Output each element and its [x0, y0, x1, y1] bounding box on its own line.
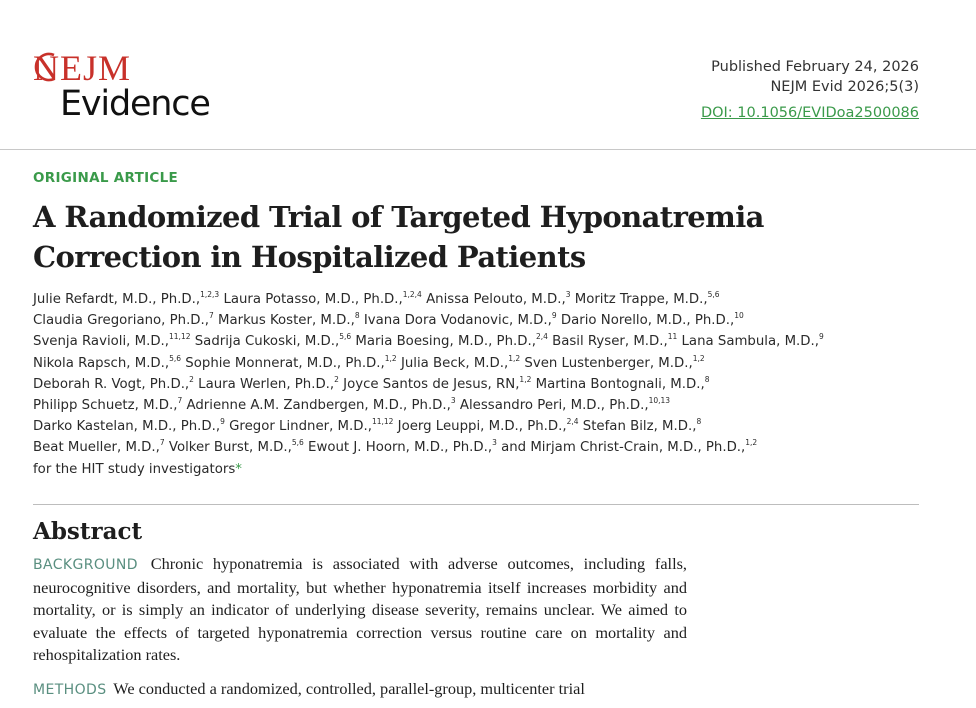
author-line — [33, 331, 943, 352]
author-name: Svenja Ravioli, M.D., — [33, 334, 170, 350]
author-name: Markus Koster, M.D., — [218, 313, 355, 329]
author-affiliation: 2,4 — [566, 417, 579, 427]
author-name: Joerg Leuppi, M.D., Ph.D., — [397, 419, 567, 435]
citation: NEJM Evid 2026;5(3) — [770, 79, 919, 95]
methods-text: We conducted a randomized, controlled, parallel-group, multicenter trial — [113, 679, 585, 698]
author-line — [33, 395, 943, 416]
author-line — [33, 289, 943, 310]
author-affiliation: 11,12 — [169, 332, 191, 342]
author-name: Moritz Trappe, M.D., — [574, 292, 708, 307]
title-line-2: Correction in Hospitalized Patients — [33, 240, 586, 274]
author-affiliation: 9 — [818, 332, 824, 342]
author-affiliation: 3 — [450, 396, 456, 406]
author-name: Alessandro Peri, M.D., Ph.D., — [459, 398, 649, 414]
author-name: Claudia Gregoriano, Ph.D., — [33, 313, 209, 329]
abstract-methods — [33, 678, 687, 702]
author-name: Julie Refardt, M.D., Ph.D., — [33, 292, 201, 307]
author-affiliation: 10,13 — [648, 396, 671, 406]
author-name: Lana Sambula, M.D., — [681, 334, 819, 350]
abstract-background — [33, 553, 687, 667]
author-affiliation: 7 — [159, 438, 165, 448]
author-affiliation: 1,2 — [384, 353, 397, 363]
author-name: Deborah R. Vogt, Ph.D., — [33, 376, 190, 392]
author-name: Gregor Lindner, M.D., — [229, 419, 372, 435]
author-affiliation: 8 — [354, 311, 360, 321]
author-name: Stefan Bilz, M.D., — [582, 419, 697, 435]
author-name: Sadrija Cukoski, M.D., — [194, 334, 340, 350]
author-name: Beat Mueller, M.D., — [33, 440, 160, 456]
methods-label: METHODS — [33, 682, 107, 698]
author-affiliation: 1,2 — [745, 438, 758, 448]
background-text: Chronic hyponatremia is associated with adverse outcomes, including falls, neurocognitive disorders, and mortality, but whether hyponatremia itself increases morbidity and mortality, or is simply an indicator of underlying disease severity, remains unclear. We aimed to evaluate the effects of targeted hyponatremia correction versus routine care on mortality and rehospitalization rates. — [33, 554, 687, 665]
author-affiliation: 8 — [704, 374, 710, 384]
author-affiliation: 11,12 — [371, 417, 394, 427]
author-line — [33, 374, 943, 395]
author-name: Sophie Monnerat, M.D., Ph.D., — [185, 355, 385, 371]
author-affiliation: 2 — [189, 374, 194, 384]
author-name: Philipp Schuetz, M.D., — [33, 398, 178, 414]
author-line — [33, 310, 943, 331]
author-affiliation: 9 — [220, 417, 225, 427]
author-name: Sven Lustenberger, M.D., — [524, 355, 693, 371]
author-affiliation: 2 — [334, 374, 339, 384]
author-name: Volker Burst, M.D., — [168, 440, 292, 456]
author-name: Joyce Santos de Jesus, RN, — [343, 376, 520, 392]
author-name: Ewout J. Hoorn, M.D., Ph.D., — [308, 440, 493, 456]
author-affiliation: 10 — [734, 311, 744, 321]
author-affiliation: 2,4 — [535, 332, 548, 342]
author-list — [33, 289, 943, 480]
author-affiliation: 3 — [492, 438, 497, 448]
publication-info — [701, 57, 919, 123]
study-group-line — [33, 459, 943, 480]
author-line — [33, 416, 943, 437]
author-line — [33, 353, 943, 374]
author-name: Basil Ryser, M.D., — [552, 334, 668, 350]
author-name: Anissa Pelouto, M.D., — [426, 292, 566, 307]
author-name: Maria Boesing, M.D., Ph.D., — [355, 334, 536, 350]
author-affiliation: 7 — [177, 396, 183, 406]
author-affiliation: 9 — [551, 311, 557, 321]
author-affiliation: 5,6 — [291, 438, 304, 448]
author-name: Darko Kastelan, M.D., Ph.D., — [33, 419, 221, 435]
author-affiliation: 1,2 — [692, 353, 705, 363]
author-name: Laura Potasso, M.D., Ph.D., — [223, 292, 403, 307]
author-affiliation: 7 — [209, 311, 214, 321]
title-line-1: A Randomized Trial of Targeted Hyponatremia — [33, 200, 764, 234]
author-affiliation: 1,2 — [508, 353, 521, 363]
author-affiliation: 1,2,4 — [402, 290, 422, 299]
author-name: Adrienne A.M. Zandbergen, M.D., Ph.D., — [186, 398, 451, 414]
author-affiliation: 1,2 — [519, 374, 532, 384]
article-title — [33, 197, 933, 277]
study-group: for the HIT study investigators — [33, 461, 236, 477]
author-affiliation: 1,2,3 — [200, 290, 220, 299]
author-affiliation: 5,6 — [169, 353, 182, 363]
article-category: ORIGINAL ARTICLE — [33, 170, 179, 186]
doi-link[interactable]: DOI: 10.1056/EVIDoa2500086 — [700, 105, 919, 121]
abstract-heading: Abstract — [33, 518, 143, 545]
study-group-footnote-marker[interactable]: * — [235, 461, 242, 477]
author-affiliation: 5,6 — [707, 290, 720, 299]
author-affiliation: 8 — [696, 417, 702, 427]
author-name: Laura Werlen, Ph.D., — [198, 376, 335, 392]
author-name: Ivana Dora Vodanovic, M.D., — [363, 313, 552, 329]
published-date: Published February 24, 2026 — [711, 59, 919, 75]
header-divider — [0, 149, 976, 150]
author-line — [33, 437, 943, 458]
logo-product: Evidence — [60, 84, 210, 124]
abstract-divider — [33, 504, 919, 505]
background-label: BACKGROUND — [33, 557, 138, 573]
author-affiliation: 11 — [667, 332, 678, 342]
author-affiliation: 3 — [565, 290, 571, 299]
logo-brand: NEJM — [33, 48, 132, 88]
author-name: Nikola Rapsch, M.D., — [33, 355, 170, 371]
author-name: Martina Bontognali, M.D., — [535, 376, 705, 392]
author-affiliation: 5,6 — [339, 332, 352, 342]
author-name: Julia Beck, M.D., — [400, 355, 509, 371]
author-name: and Mirjam Christ-Crain, M.D., Ph.D., — [501, 440, 746, 456]
author-name: Dario Norello, M.D., Ph.D., — [560, 313, 735, 329]
